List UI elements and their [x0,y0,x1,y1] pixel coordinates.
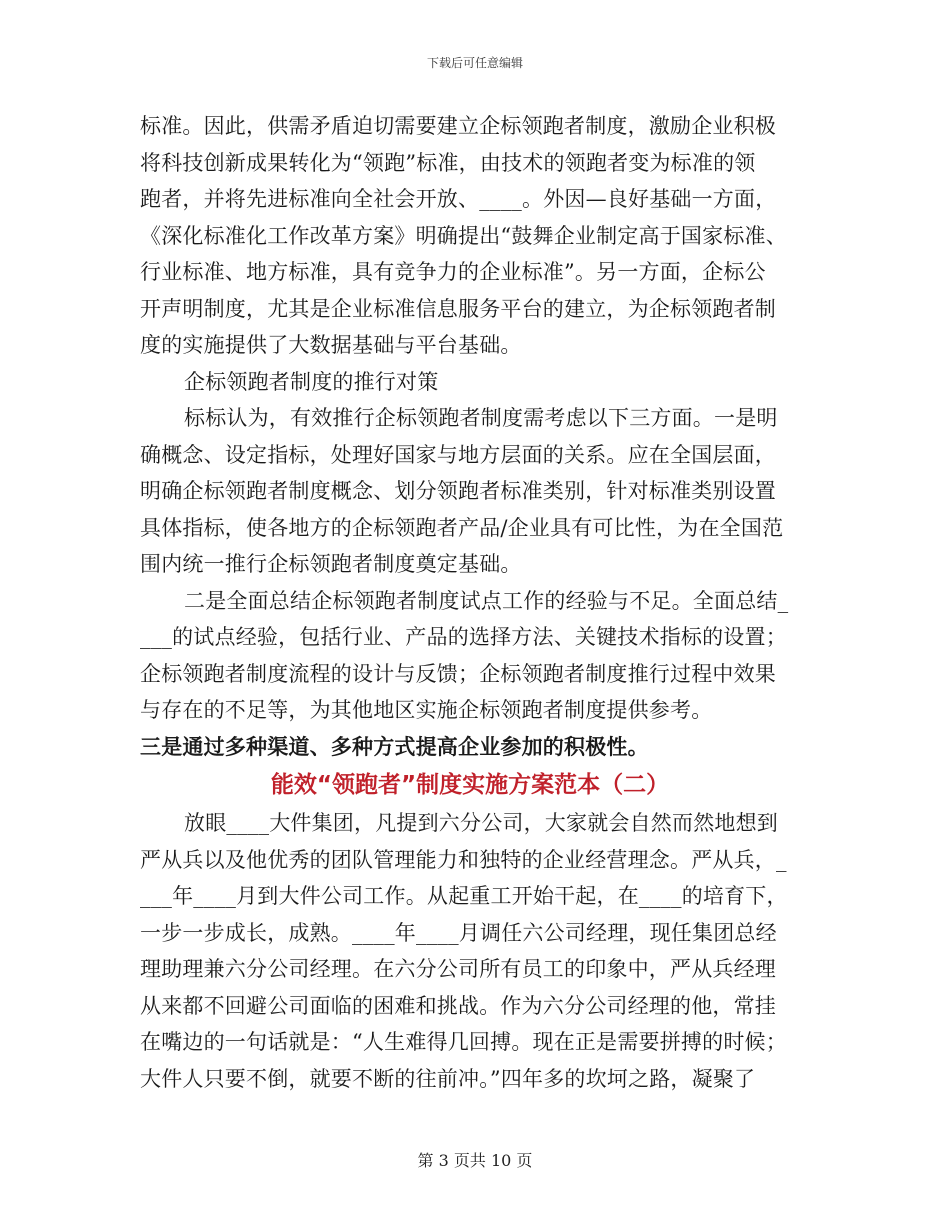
text-line: 确概念、设定指标，处理好国家与地方层面的关系。应在全国层面， [140,442,776,467]
text-line: 在嘴边的一句话就是：“人生难得几回搏。现在正是需要拼搏的时候； [140,1030,787,1054]
paragraph [140,400,800,583]
title-line: 能效“领跑者”制度实施方案范本（二） [270,772,670,798]
text-line: 企标领跑者制度的推行对策 [184,369,439,394]
text-line: 开声明制度，尤其是企业标准信息服务平台的建立，为企标领跑者制 [140,296,776,321]
text-line: 围内统一推行企标领跑者制度奠定基础。 [140,552,522,576]
page-header: 下载后可任意编辑 [426,56,523,70]
text-line: 标准。因此，供需矛盾迫切需要建立企标领跑者制度，激励企业积极 [140,114,776,138]
page-footer: 第 3 页共 10 页 [417,1151,533,1170]
section-title [140,765,800,805]
text-line: 标标认为，有效推行企标领跑者制度需考虑以下三方面。一是明 [184,406,778,430]
text-line: 一步一步成长，成熟。____年____月调任六公司经理，现任集团总经 [140,920,777,945]
text-line: 跑者，并将先进标准向全社会开放、____。外因—良好基础一方面， [140,187,777,211]
text-line: ___的试点经验，包括行业、产品的选择方法、关键技术指标的设置； [140,625,787,649]
text-line: 放眼____大件集团，凡提到六分公司，大家就会自然而然地想到 [184,811,778,835]
paragraph [140,583,800,729]
text-line: 理助理兼六分公司经理。在六分公司所有员工的印象中，严从兵经理 [140,957,776,981]
text-line: ___年____月到大件公司工作。从起重工开始干起，在____的培育下， [140,884,788,908]
text-line: 二是全面总结企标领跑者制度试点工作的经验与不足。全面总结_ [184,588,789,613]
text-line: 行业标准、地方标准，具有竞争力的企业标准”。另一方面，企标公 [140,260,766,284]
section-heading [140,364,800,401]
paragraph [140,108,800,364]
text-line: 三是通过多种渠道、多种方式提高企业参加的积极性。 [140,733,649,759]
text-line: 与存在的不足等，为其他地区实施企标领跑者制度提供参考。 [140,698,713,722]
paragraph-bold [140,729,800,766]
document-body [140,108,800,1097]
paragraph [140,805,800,1097]
text-line: 企标领跑者制度流程的设计与反馈；企标领跑者制度推行过程中效果 [140,661,776,686]
text-line: 明确企标领跑者制度概念、划分领跑者标准类别，针对标准类别设置 [140,479,776,503]
text-line: 大件人只要不倒，就要不断的往前冲。”四年多的坎坷之路，凝聚了 [140,1066,756,1091]
text-line: 具体指标，使各地方的企标领跑者产品/企业具有可比性，为在全国范 [140,515,784,540]
text-line: 从来都不回避公司面临的困难和挑战。作为六分公司经理的他，常挂 [140,993,776,1018]
text-line: 将科技创新成果转化为“领跑”标准，由技术的领跑者变为标准的领 [140,150,756,175]
text-line: 度的实施提供了大数据基础与平台基础。 [140,333,522,357]
text-line: 严从兵以及他优秀的团队管理能力和独特的企业经营理念。严从兵，_ [140,847,787,872]
text-line: 《深化标准化工作改革方案》明确提出“鼓舞企业制定高于国家标准、 [140,223,787,248]
